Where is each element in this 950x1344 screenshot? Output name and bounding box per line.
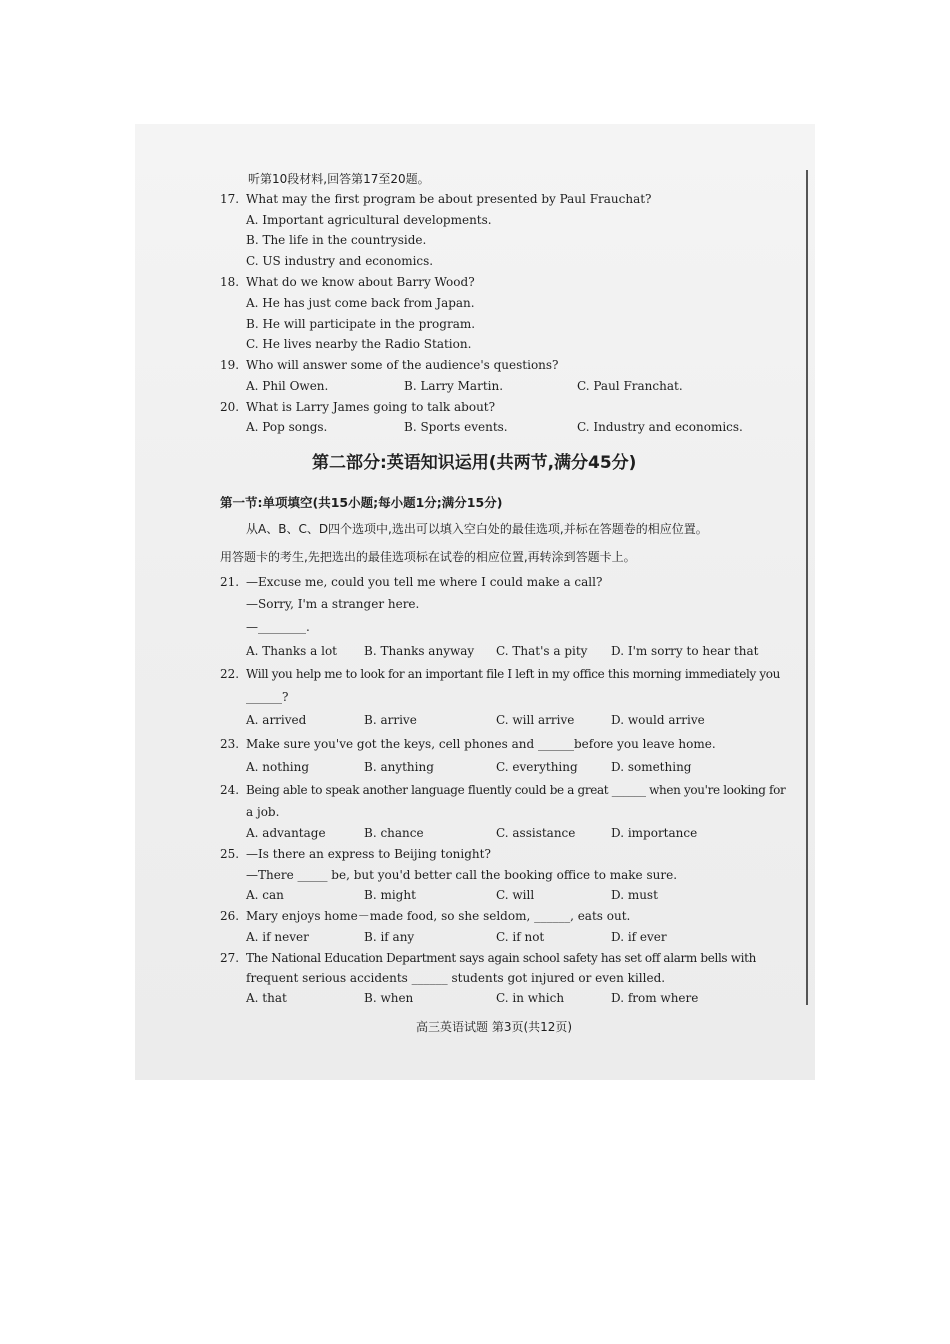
option: D. I'm sorry to hear that [611, 644, 759, 658]
option: B. chance [364, 826, 424, 840]
question-number: 23. [220, 737, 240, 751]
option: C. That's a pity [496, 644, 588, 658]
option: A. arrived [246, 713, 307, 727]
option: C. Industry and economics. [577, 420, 743, 434]
option: B. arrive [364, 713, 417, 727]
question-text: What may the first program be about presented by Paul Frauchat? [246, 192, 652, 206]
option: B. Larry Martin. [404, 379, 504, 393]
part-heading: 第二部分:英语知识运用(共两节,满分45分) [312, 453, 637, 473]
question-number: 20. [220, 400, 240, 414]
section-heading: 第一节:单项填空(共15小题;每小题1分;满分15分) [220, 495, 503, 510]
listening-instruction: 听第10段材料,回答第17至20题。 [248, 172, 430, 186]
option: A. if never [246, 930, 309, 944]
option: B. He will participate in the program. [246, 317, 476, 331]
option: C. in which [496, 991, 565, 1005]
option: C. if not [496, 930, 545, 944]
question-text: —Sorry, I'm a stranger here. [246, 597, 420, 611]
question-number: 26. [220, 909, 240, 923]
option: D. must [611, 888, 658, 902]
option: A. can [246, 888, 284, 902]
question-text: Make sure you've got the keys, cell phones and ______before you leave home. [246, 737, 716, 751]
scanned-page [135, 124, 815, 1080]
question-text: —Is there an express to Beijing tonight? [246, 847, 491, 861]
question-text: Mary enjoys home－made food, so she seldom, ______, eats out. [246, 909, 631, 923]
option: D. something [611, 760, 692, 774]
option: B. The life in the countryside. [246, 233, 427, 247]
option: B. when [364, 991, 414, 1005]
option: A. He has just come back from Japan. [246, 296, 475, 310]
question-blank: —________. [246, 620, 310, 634]
option: A. Pop songs. [246, 420, 328, 434]
option: A. Thanks a lot [246, 644, 338, 658]
option: A. advantage [246, 826, 326, 840]
question-text: What is Larry James going to talk about? [246, 400, 496, 414]
option: B. if any [364, 930, 415, 944]
option: C. US industry and economics. [246, 254, 434, 268]
section-instruction: 从A、B、C、D四个选项中,选出可以填入空白处的最佳选项,并标在答题卷的相应位置。 [246, 522, 708, 536]
question-number: 22. [220, 667, 240, 681]
option: A. Important agricultural developments. [246, 213, 492, 227]
question-text: What do we know about Barry Wood? [246, 275, 475, 289]
question-number: 19. [220, 358, 240, 372]
option: C. will arrive [496, 713, 575, 727]
page-footer: 高三英语试题 第3页(共12页) [416, 1020, 573, 1034]
option: B. might [364, 888, 416, 902]
question-text: Being able to speak another language fluently could be a great ______ when you're looking for [246, 783, 786, 797]
question-number: 18. [220, 275, 240, 289]
option: C. will [496, 888, 535, 902]
question-number: 25. [220, 847, 240, 861]
option: D. if ever [611, 930, 667, 944]
question-number: 27. [220, 951, 240, 965]
option: C. He lives nearby the Radio Station. [246, 337, 472, 351]
option: D. from where [611, 991, 699, 1005]
question-text: —Excuse me, could you tell me where I could make a call? [246, 575, 603, 589]
question-number: 17. [220, 192, 240, 206]
option: C. assistance [496, 826, 576, 840]
question-text: Will you help me to look for an important file I left in my office this morning immediately you [246, 667, 781, 681]
question-text: —There _____ be, but you'd better call the booking office to make sure. [246, 868, 678, 882]
option: A. nothing [246, 760, 310, 774]
option: A. Phil Owen. [246, 379, 329, 393]
question-number: 21. [220, 575, 240, 589]
option: B. Sports events. [404, 420, 508, 434]
option: A. that [246, 991, 287, 1005]
question-text: frequent serious accidents ______ students got injured or even killed. [246, 971, 666, 985]
margin-rule [806, 170, 808, 1005]
option: D. importance [611, 826, 698, 840]
question-text: a job. [246, 805, 280, 819]
question-text: ______? [246, 690, 289, 704]
option: C. everything [496, 760, 578, 774]
question-text: Who will answer some of the audience's questions? [246, 358, 559, 372]
option: B. anything [364, 760, 434, 774]
question-number: 24. [220, 783, 240, 797]
option: C. Paul Franchat. [577, 379, 683, 393]
option: B. Thanks anyway [364, 644, 475, 658]
option: D. would arrive [611, 713, 705, 727]
section-instruction: 用答题卡的考生,先把选出的最佳选项标在试卷的相应位置,再转涂到答题卡上。 [220, 550, 636, 564]
question-text: The National Education Department says again school safety has set off alarm bells with [246, 951, 756, 965]
